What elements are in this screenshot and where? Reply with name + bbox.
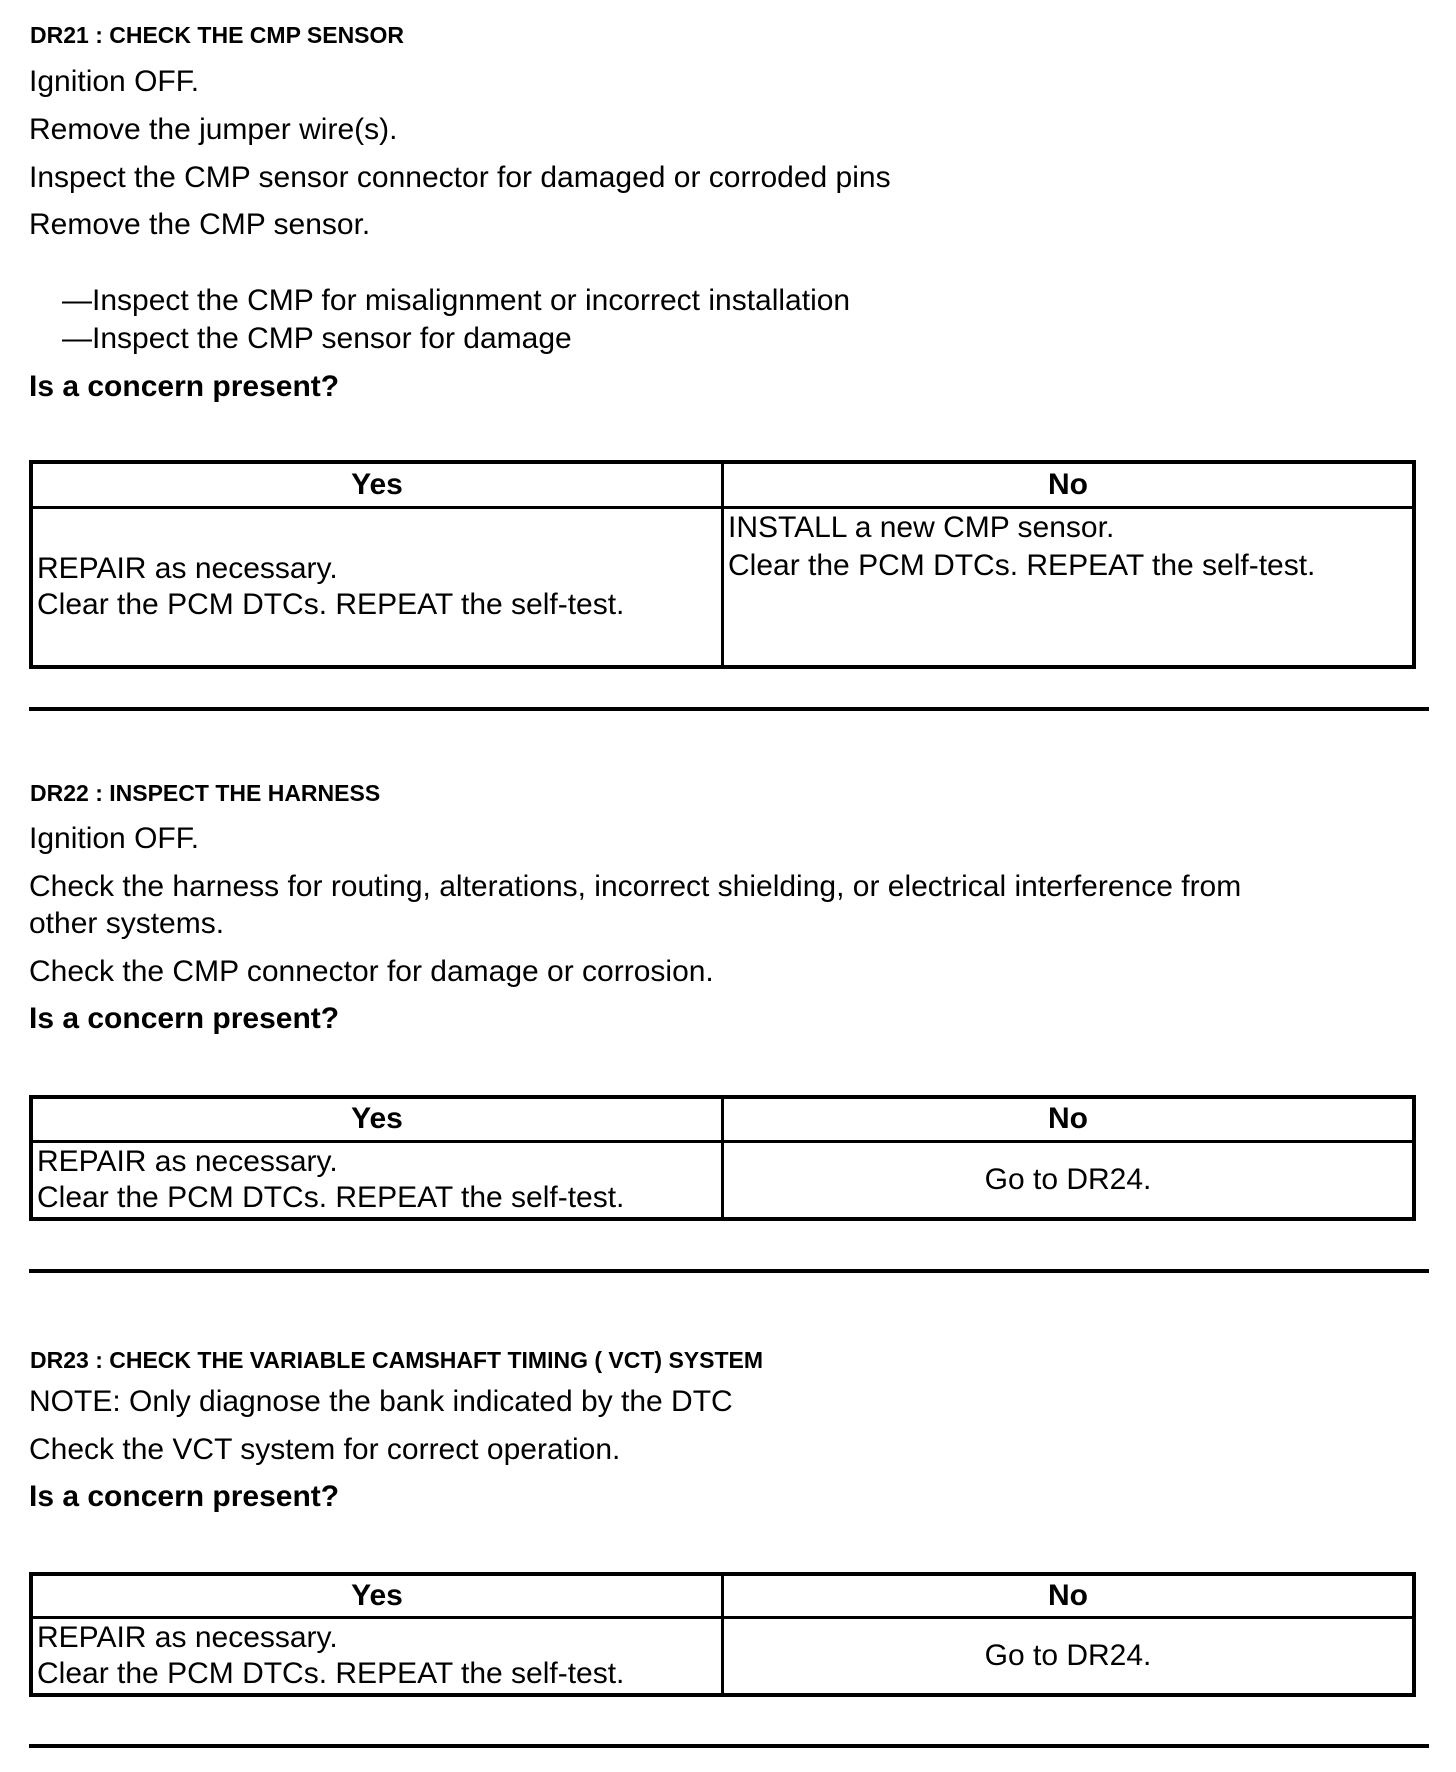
step-text: Remove the jumper wire(s). xyxy=(29,113,398,146)
header-yes: Yes xyxy=(31,1097,723,1141)
question-text: Is a concern present? xyxy=(29,1002,340,1035)
step-text: Check the harness for routing, alterations, incorrect shielding, or electrical interference from xyxy=(29,870,1242,903)
bullet-item: —Inspect the CMP for misalignment or incorrect installation xyxy=(62,284,851,317)
step-text: other systems. xyxy=(29,907,225,940)
yes-line: Clear the PCM DTCs. REPEAT the self-test. xyxy=(37,587,625,621)
header-no: No xyxy=(723,1574,1415,1617)
step-text: NOTE: Only diagnose the bank indicated by the DTC xyxy=(29,1385,733,1418)
step-text: Ignition OFF. xyxy=(29,65,200,98)
section-divider xyxy=(29,707,1429,711)
yes-cell xyxy=(31,507,723,667)
goto-link: Go to DR24. xyxy=(984,1638,1152,1672)
no-cell xyxy=(723,1141,1415,1219)
no-line: INSTALL a new CMP sensor. xyxy=(728,510,1115,544)
bullet-item: —Inspect the CMP sensor for damage xyxy=(62,322,572,355)
yes-cell xyxy=(31,1617,723,1695)
yes-line: REPAIR as necessary. xyxy=(37,551,338,585)
section-divider xyxy=(29,1269,1429,1273)
header-yes: Yes xyxy=(31,462,723,507)
section-divider xyxy=(29,1744,1429,1748)
step-text: Remove the CMP sensor. xyxy=(29,208,371,241)
no-cell xyxy=(723,507,1415,667)
section-title-dr22: DR22 : INSPECT THE HARNESS xyxy=(30,780,381,806)
no-line: Clear the PCM DTCs. REPEAT the self-test. xyxy=(728,548,1316,582)
header-no: No xyxy=(723,462,1415,507)
no-cell xyxy=(723,1617,1415,1695)
yes-line: REPAIR as necessary. xyxy=(37,1620,338,1654)
step-text: Ignition OFF. xyxy=(29,822,200,855)
question-text: Is a concern present? xyxy=(29,1480,340,1513)
decision-table-dr22 xyxy=(29,1095,1416,1221)
question-text: Is a concern present? xyxy=(29,370,340,403)
yes-line: Clear the PCM DTCs. REPEAT the self-test. xyxy=(37,1180,625,1214)
yes-line: REPAIR as necessary. xyxy=(37,1144,338,1178)
yes-line: Clear the PCM DTCs. REPEAT the self-test. xyxy=(37,1656,625,1690)
step-text: Check the VCT system for correct operation. xyxy=(29,1433,621,1466)
yes-cell xyxy=(31,1141,723,1219)
step-text: Inspect the CMP sensor connector for damaged or corroded pins xyxy=(29,161,891,194)
header-yes: Yes xyxy=(31,1574,723,1617)
step-text: Check the CMP connector for damage or corrosion. xyxy=(29,955,714,988)
section-title-dr21: DR21 : CHECK THE CMP SENSOR xyxy=(30,22,405,48)
decision-table-dr23 xyxy=(29,1572,1416,1697)
header-no: No xyxy=(723,1097,1415,1141)
section-title-dr23: DR23 : CHECK THE VARIABLE CAMSHAFT TIMING ( VCT) SYSTEM xyxy=(30,1347,764,1373)
decision-table-dr21 xyxy=(29,460,1416,669)
goto-link: Go to DR24. xyxy=(984,1162,1152,1196)
